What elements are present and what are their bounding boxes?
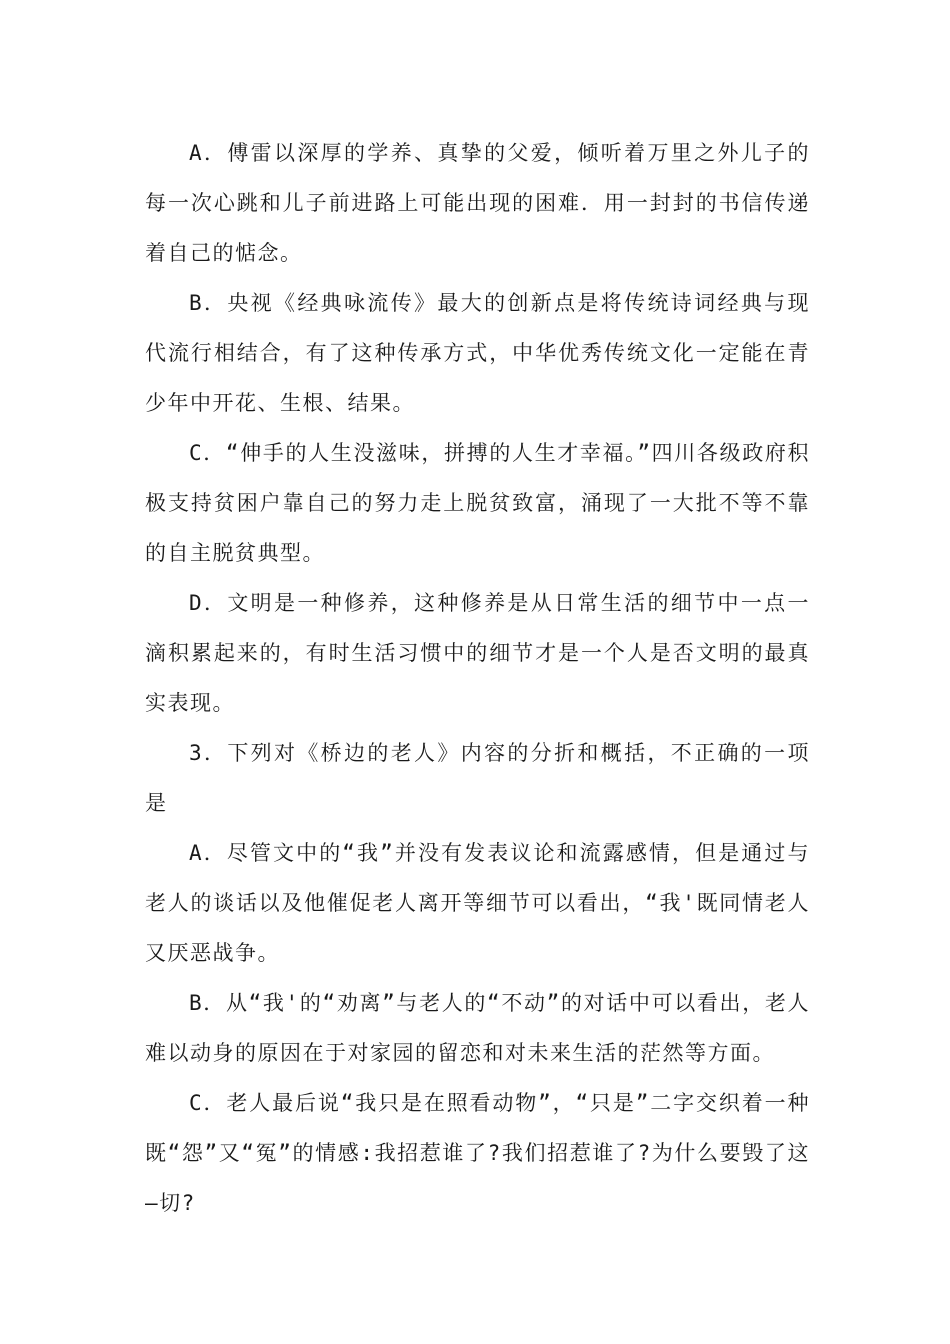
q3-option-b: B．从“我'的“劝离”与老人的“不动”的对话中可以看出，老人难以动身的原因在于对家园的留恋和对未来生活的茫然等方面。 bbox=[145, 991, 810, 1065]
document-page bbox=[145, 128, 810, 1228]
option-c-poverty-relief: C．“伸手的人生没滋味，拼搏的人生才幸福。”四川各级政府积极支持贫困户靠自己的努力走上脱贫致富，涌现了一大批不等不靠的自主脱贫典型。 bbox=[145, 441, 810, 565]
option-b-classic-songs: B．央视《经典咏流传》最大的创新点是将传统诗词经典与现代流行相结合，有了这种传承方式，中华优秀传统文化一定能在青少年中开花、生根、结果。 bbox=[145, 291, 811, 415]
q3-option-c: C．老人最后说“我只是在照看动物”，“只是”二字交织着一种既“怨”又“冤”的情感:我招惹谁了?我们招惹谁了?为什么要毁了这—切? bbox=[145, 1091, 810, 1215]
option-d-civility: D．文明是一种修养，这种修养是从日常生活的细节中一点一滴积累起来的，有时生活习惯中的细节才是一个人是否文明的最真实表现。 bbox=[145, 591, 811, 715]
question-3-stem: 3．下列对《桥边的老人》内容的分折和概括，不正确的一项是 bbox=[145, 741, 810, 815]
q3-option-a: A．尽管文中的“我”并没有发表议论和流露感情，但是通过与老人的谈话以及他催促老人离开等细节可以看出，“我'既同情老人又厌恶战争。 bbox=[145, 841, 810, 965]
option-a-fu-lei: A．傅雷以深厚的学养、真挚的父爱，倾听着万里之外儿子的每一次心跳和儿子前进路上可能出现的困难．用一封封的书信传递着自己的惦念。 bbox=[145, 141, 811, 265]
